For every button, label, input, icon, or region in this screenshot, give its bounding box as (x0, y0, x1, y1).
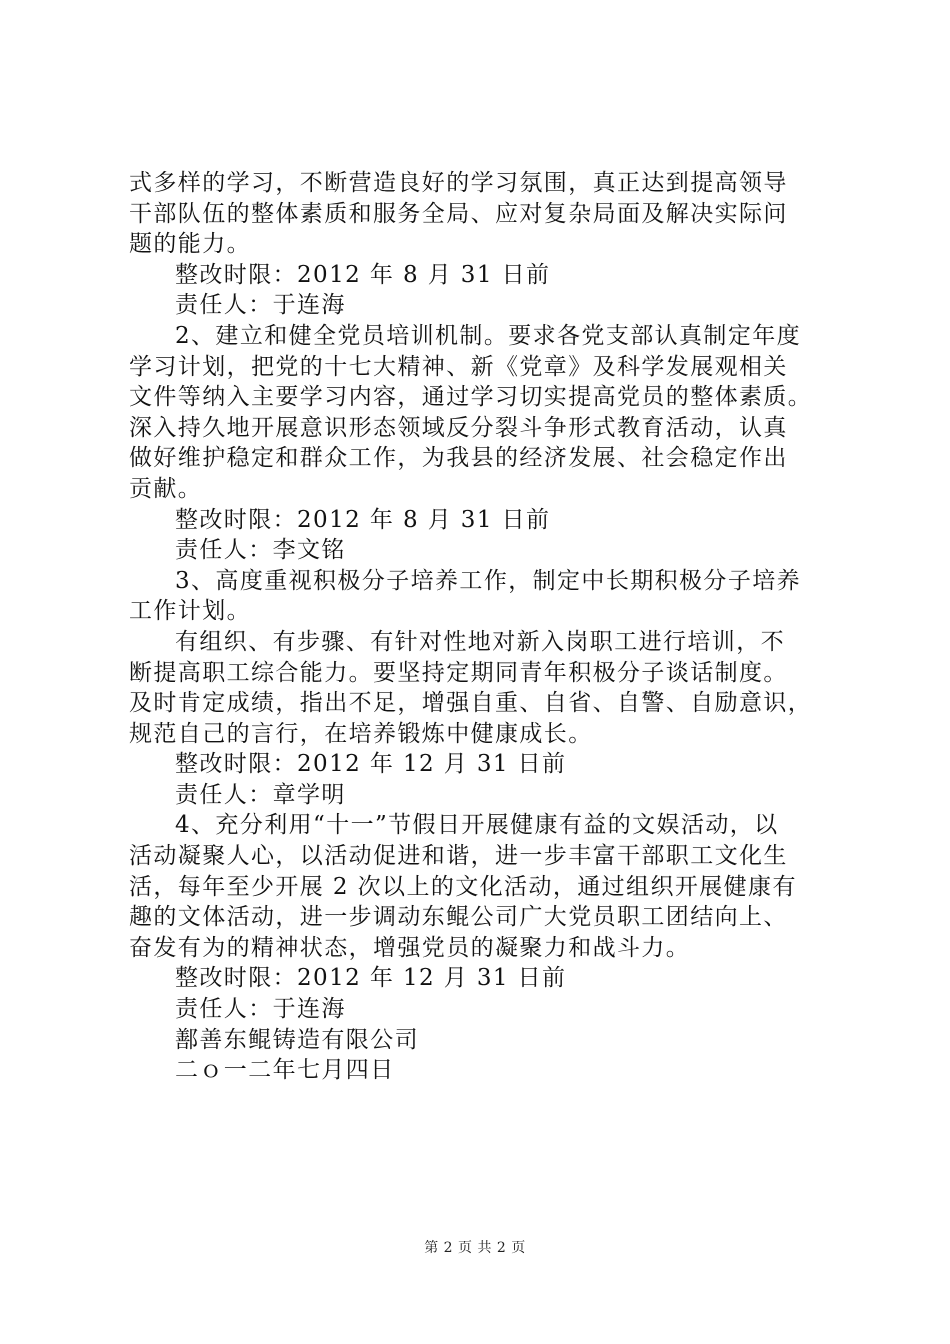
document-line: 4、充分利用“十一”节假日开展健康有益的文娱活动，以 (175, 812, 779, 839)
document-line: 责任人：于连海 (175, 292, 346, 319)
document-line: 文件等纳入主要学习内容，通过学习切实提高党员的整体素质。 (129, 384, 813, 411)
document-line: 有组织、有步骤、有针对性地对新入岗职工进行培训，不 (175, 628, 785, 655)
document-line: 整改时限：2012 年 12 月 31 日前 (175, 965, 567, 992)
document-line: 二ｏ一二年七月四日 (175, 1057, 395, 1084)
document-line: 整改时限：2012 年 12 月 31 日前 (175, 751, 567, 778)
document-line: 责任人：于连海 (175, 996, 346, 1023)
document-line: 鄯善东鲲铸造有限公司 (175, 1026, 419, 1053)
document-line: 式多样的学习，不断营造良好的学习氛围，真正达到提高领导 (129, 170, 788, 196)
document-line: 奋发有为的精神状态，增强党员的凝聚力和战斗力。 (129, 934, 691, 961)
document-line: 贡献。 (129, 475, 203, 502)
document-line: 题的能力。 (129, 231, 251, 258)
document-line: 3、高度重视积极分子培养工作，制定中长期积极分子培养 (175, 567, 802, 594)
document-line: 责任人：李文铭 (175, 537, 346, 564)
page-footer: 第 2 页 共 2 页 (424, 1240, 526, 1256)
document-line: 活动凝聚人心，以活动促进和谐，进一步丰富干部职工文化生 (129, 843, 788, 870)
document-line: 学习计划，把党的十七大精神、新《党章》及科学发展观相关 (129, 353, 788, 380)
document-line: 做好维护稳定和群众工作，为我县的经济发展、社会稳定作出 (129, 445, 788, 472)
document-line: 工作计划。 (129, 598, 251, 625)
document-line: 整改时限：2012 年 8 月 31 日前 (175, 506, 551, 533)
document-line: 趣的文体活动，进一步调动东鲲公司广大党员职工团结向上、 (129, 904, 788, 931)
document-line: 责任人：章学明 (175, 781, 346, 808)
document-line: 规范自己的言行，在培养锻炼中健康成长。 (129, 720, 593, 747)
document-body (129, 168, 841, 1086)
document-line: 活，每年至少开展 2 次以上的文化活动，通过组织开展健康有 (129, 873, 797, 900)
document-line: 整改时限：2012 年 8 月 31 日前 (175, 261, 551, 288)
document-line: 干部队伍的整体素质和服务全局、应对复杂局面及解决实际问 (129, 200, 788, 227)
document-line: 深入持久地开展意识形态领域反分裂斗争形式教育活动，认真 (129, 414, 788, 441)
document-line: 2、建立和健全党员培训机制。要求各党支部认真制定年度 (175, 322, 802, 349)
document-line: 断提高职工综合能力。要坚持定期同青年积极分子谈话制度。 (129, 659, 788, 686)
document-line: 及时肯定成绩，指出不足，增强自重、自省、自警、自励意识， (129, 690, 813, 717)
